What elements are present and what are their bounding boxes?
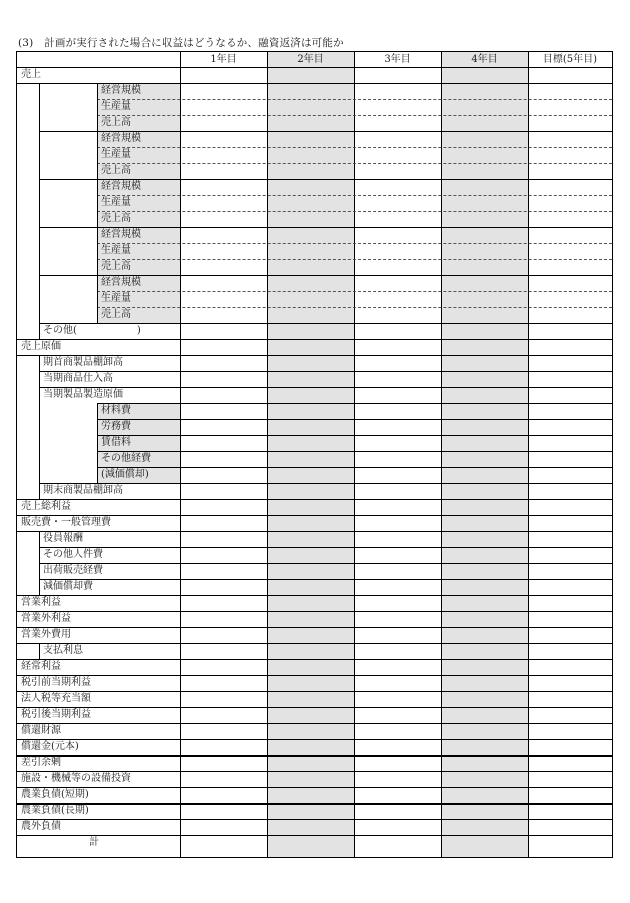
row-rule	[39, 483, 612, 484]
row-label: 生産量	[101, 293, 131, 304]
row-label: 施設・機械等の設備投資	[21, 773, 131, 784]
row-label: 労務費	[101, 421, 131, 432]
row-label: 償還金(元本)	[21, 741, 79, 752]
row-label: 売上高	[101, 309, 131, 320]
column-line	[180, 52, 181, 857]
row-rule	[17, 739, 612, 740]
row-rule	[39, 547, 612, 548]
row-label: 材料費	[101, 405, 131, 416]
row-label: 差引余剰	[21, 757, 61, 768]
column-header: 目標(5年目)	[542, 54, 598, 65]
dashed-row-rule	[97, 211, 612, 212]
row-rule	[39, 387, 612, 388]
row-label: 経常利益	[21, 661, 61, 672]
shaded-column	[267, 52, 354, 857]
dashed-row-rule	[97, 147, 612, 148]
dashed-row-rule	[97, 243, 612, 244]
row-label: 生産量	[101, 245, 131, 256]
row-rule	[39, 579, 612, 580]
row-label: 期末商製品棚卸高	[43, 485, 123, 496]
dashed-row-rule	[97, 115, 612, 116]
tree-line	[97, 83, 98, 323]
row-rule	[17, 691, 612, 692]
row-label: 法人税等充当額	[21, 693, 91, 704]
row-rule	[97, 419, 612, 420]
row-rule	[17, 499, 612, 500]
row-rule	[39, 563, 612, 564]
row-label: 経営規模	[101, 133, 141, 144]
tree-line	[39, 643, 40, 659]
row-rule	[17, 803, 612, 805]
tree-line	[97, 403, 98, 483]
row-rule	[17, 787, 612, 788]
row-label: 経営規模	[101, 181, 141, 192]
row-label: その他( )	[43, 325, 141, 336]
tree-line	[39, 83, 40, 339]
row-label: 売上高	[101, 117, 131, 128]
row-label: 当期製品製造原価	[43, 389, 123, 400]
row-rule	[97, 467, 612, 468]
dashed-row-rule	[97, 195, 612, 196]
row-label: 経営規模	[101, 229, 141, 240]
row-label: 生産量	[101, 197, 131, 208]
row-label: 計	[89, 837, 99, 848]
row-label: 当期商品仕入高	[43, 373, 113, 384]
column-line	[354, 52, 355, 857]
tree-line	[39, 531, 40, 595]
row-rule	[17, 339, 612, 340]
row-label: 売上総利益	[21, 501, 71, 512]
row-label: 農業負債(短期)	[21, 789, 89, 800]
column-line	[441, 52, 442, 857]
dashed-row-rule	[97, 99, 612, 100]
row-label: 営業外利益	[21, 613, 71, 624]
row-label: (減価償却)	[101, 469, 149, 480]
row-label: 税引後当期利益	[21, 709, 91, 720]
row-rule	[17, 643, 612, 644]
row-rule	[17, 595, 612, 596]
row-label: 販売費・一般管理費	[21, 517, 111, 528]
row-label: その他経費	[101, 453, 151, 464]
row-label: 売上高	[101, 213, 131, 224]
row-label: 償還財源	[21, 725, 61, 736]
row-rule	[17, 819, 612, 820]
column-line	[528, 52, 529, 857]
row-label: 経営規模	[101, 85, 141, 96]
row-label: 農業負債(長期)	[21, 805, 89, 816]
column-header: 4年目	[471, 54, 498, 65]
row-label: 出荷販売経費	[43, 565, 103, 576]
row-label: 経営規模	[101, 277, 141, 288]
row-label: 営業外費用	[21, 629, 71, 640]
row-label: 賃借料	[101, 437, 131, 448]
tree-line	[39, 355, 40, 499]
row-rule	[17, 531, 612, 532]
row-rule	[97, 451, 612, 452]
column-header: 1年目	[210, 54, 237, 65]
section-title: (3) 計画が実行された場合に収益はどうなるか、融資返済は可能か	[18, 37, 344, 49]
row-label: 減価償却費	[43, 581, 93, 592]
row-label: 役員報酬	[43, 533, 83, 544]
row-label: 生産量	[101, 149, 131, 160]
row-label: 農外負債	[21, 821, 61, 832]
shaded-column	[441, 52, 528, 857]
row-label: 支払利息	[43, 645, 83, 656]
header-rule	[17, 67, 612, 68]
row-label: その他人件費	[43, 549, 103, 560]
row-rule	[17, 755, 612, 757]
row-label: 売上高	[101, 165, 131, 176]
row-label: 営業利益	[21, 597, 61, 608]
row-rule	[17, 723, 612, 724]
row-rule	[97, 435, 612, 436]
row-rule	[39, 371, 612, 372]
row-rule	[17, 659, 612, 660]
row-rule	[17, 675, 612, 676]
row-rule	[97, 403, 612, 404]
income-plan-table	[16, 51, 613, 858]
row-rule	[17, 835, 612, 836]
column-header: 2年目	[297, 54, 324, 65]
row-label: 売上	[21, 69, 41, 80]
dashed-row-rule	[97, 259, 612, 260]
row-rule	[17, 627, 612, 628]
row-label: 期首商製品棚卸高	[43, 357, 123, 368]
row-label: 売上高	[101, 261, 131, 272]
column-header: 3年目	[384, 54, 411, 65]
row-label: 税引前当期利益	[21, 677, 91, 688]
column-line	[267, 52, 268, 857]
dashed-row-rule	[97, 163, 612, 164]
dashed-row-rule	[97, 291, 612, 292]
row-rule	[17, 707, 612, 708]
dashed-row-rule	[97, 307, 612, 308]
row-label: 売上原価	[21, 341, 61, 352]
row-rule	[17, 611, 612, 612]
row-label: 生産量	[101, 101, 131, 112]
